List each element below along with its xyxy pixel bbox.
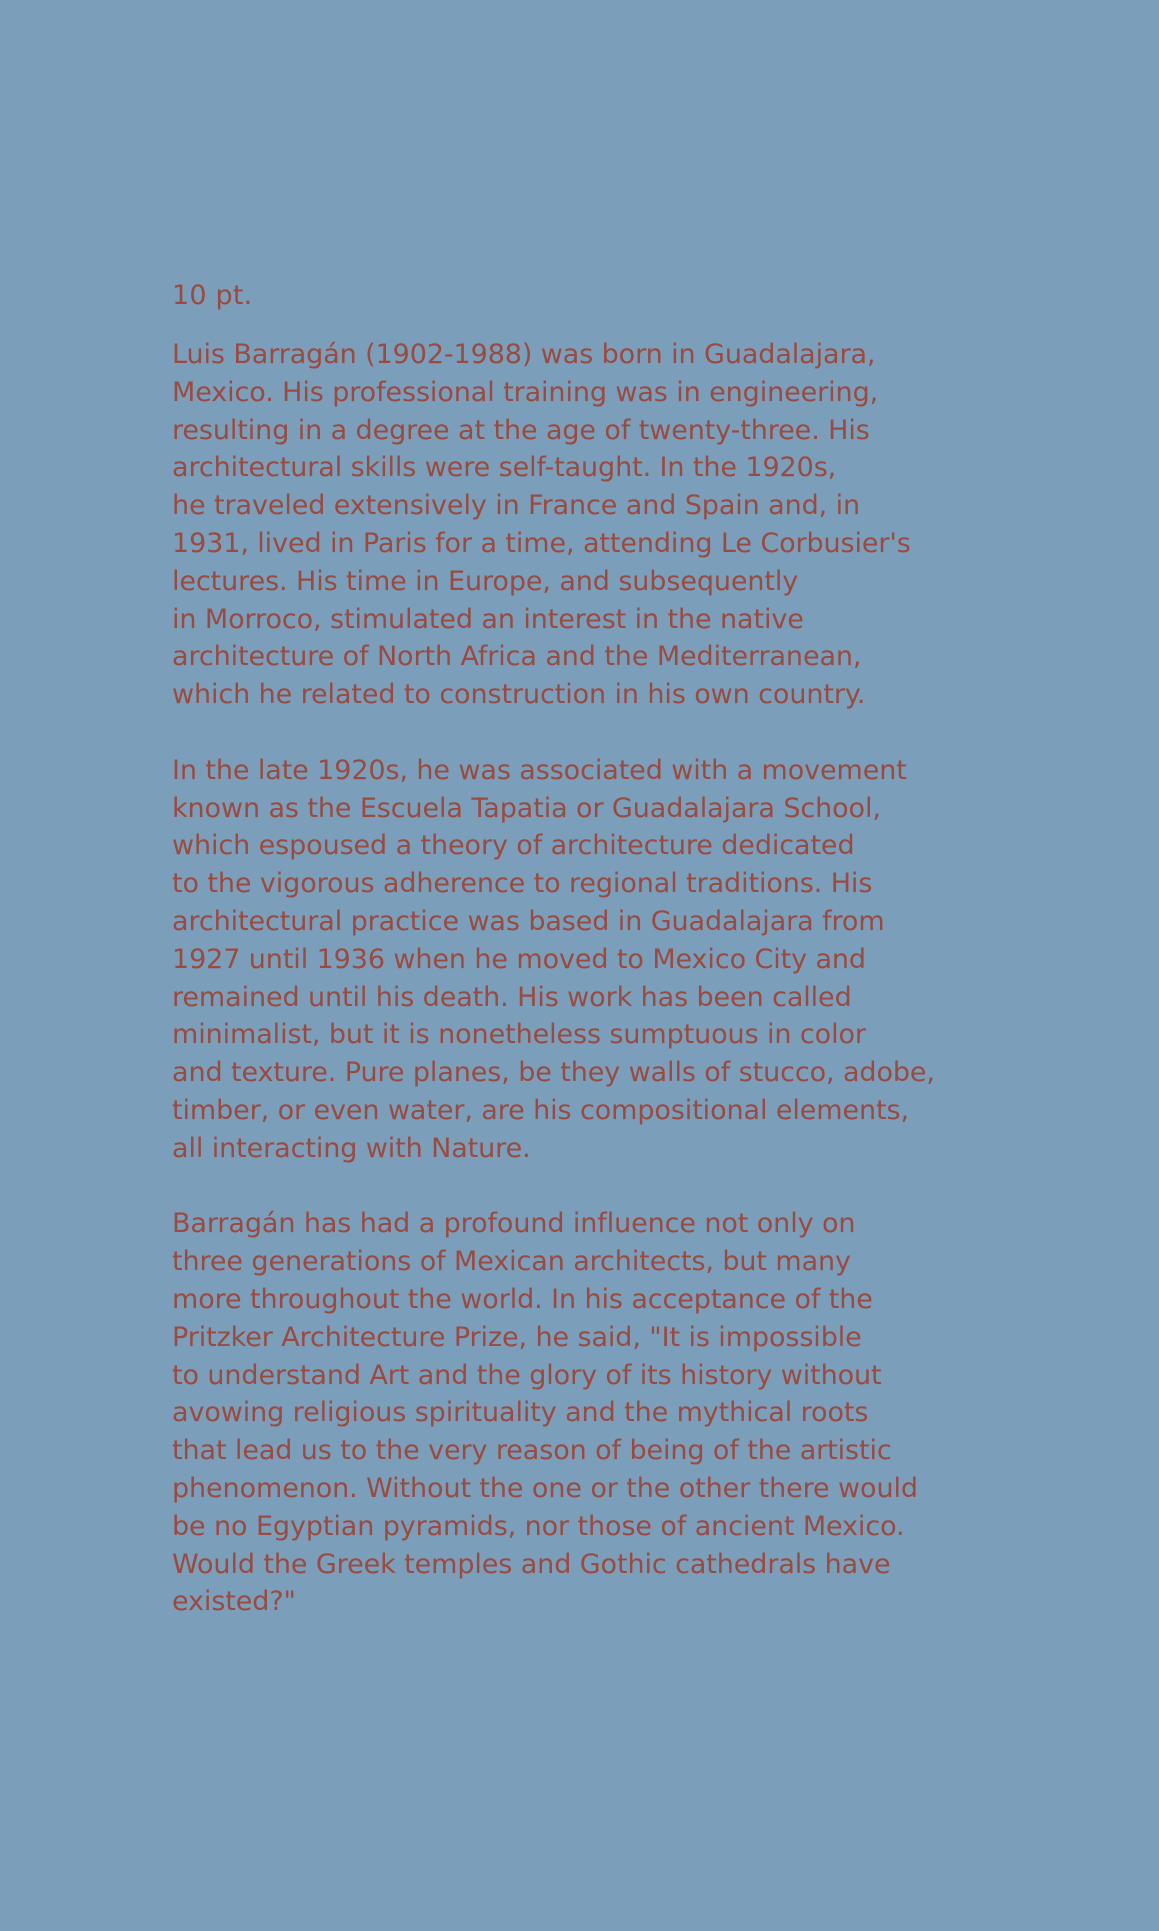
type-specimen — [172, 276, 1052, 1621]
text-line: remained until his death. His work has been called — [172, 981, 852, 1013]
text-line: existed?" — [172, 1586, 296, 1618]
text-line: Mexico. His professional training was in engineering, — [172, 376, 879, 408]
text-line: resulting in a degree at the age of twenty-three. His — [172, 414, 870, 446]
text-line: architectural practice was based in Guadalajara from — [172, 905, 885, 937]
text-line: and texture. Pure planes, be they walls of stucco, adobe, — [172, 1057, 935, 1089]
paragraph-2 — [172, 752, 1052, 1168]
paragraph-3 — [172, 1205, 1052, 1621]
paragraph-1 — [172, 336, 1052, 714]
text-line: architecture of North Africa and the Mediterranean, — [172, 641, 862, 673]
text-line: minimalist, but it is nonetheless sumptuous in color — [172, 1019, 866, 1051]
text-line: timber, or even water, are his compositional elements, — [172, 1094, 909, 1126]
text-line: architectural skills were self-taught. In the 1920s, — [172, 452, 837, 484]
text-line: which espoused a theory of architecture dedicated — [172, 830, 855, 862]
text-line: be no Egyptian pyramids, nor those of ancient Mexico. — [172, 1510, 905, 1542]
text-line: to understand Art and the glory of its history without — [172, 1359, 882, 1391]
text-line: all interacting with Nature. — [172, 1132, 531, 1164]
text-line: known as the Escuela Tapatia or Guadalajara School, — [172, 792, 881, 824]
text-line: Barragán has had a profound influence not only on — [172, 1208, 856, 1240]
text-line: that lead us to the very reason of being of the artistic — [172, 1435, 892, 1467]
font-size-label: 10 pt. — [172, 280, 253, 311]
text-line: 1931, lived in Paris for a time, attending Le Corbusier's — [172, 527, 911, 559]
text-line: phenomenon. Without the one or the other there would — [172, 1472, 918, 1504]
text-line: Would the Greek temples and Gothic cathedrals have — [172, 1548, 891, 1580]
text-line: lectures. His time in Europe, and subsequently — [172, 565, 799, 597]
text-line: avowing religious spirituality and the mythical roots — [172, 1397, 869, 1429]
text-line: 1927 until 1936 when he moved to Mexico City and — [172, 943, 866, 975]
text-line: in Morroco, stimulated an interest in the native — [172, 603, 804, 635]
text-line: to the vigorous adherence to regional traditions. His — [172, 868, 873, 900]
text-line: which he related to construction in his own country. — [172, 679, 866, 711]
text-line: Luis Barragán (1902-1988) was born in Guadalajara, — [172, 339, 876, 370]
text-line: Pritzker Architecture Prize, he said, "It is impossible — [172, 1321, 862, 1353]
text-line: In the late 1920s, he was associated with a movement — [172, 754, 907, 786]
text-line: more throughout the world. In his acceptance of the — [172, 1283, 873, 1315]
text-line: three generations of Mexican architects, but many — [172, 1246, 851, 1278]
text-line: he traveled extensively in France and Spain and, in — [172, 490, 861, 522]
